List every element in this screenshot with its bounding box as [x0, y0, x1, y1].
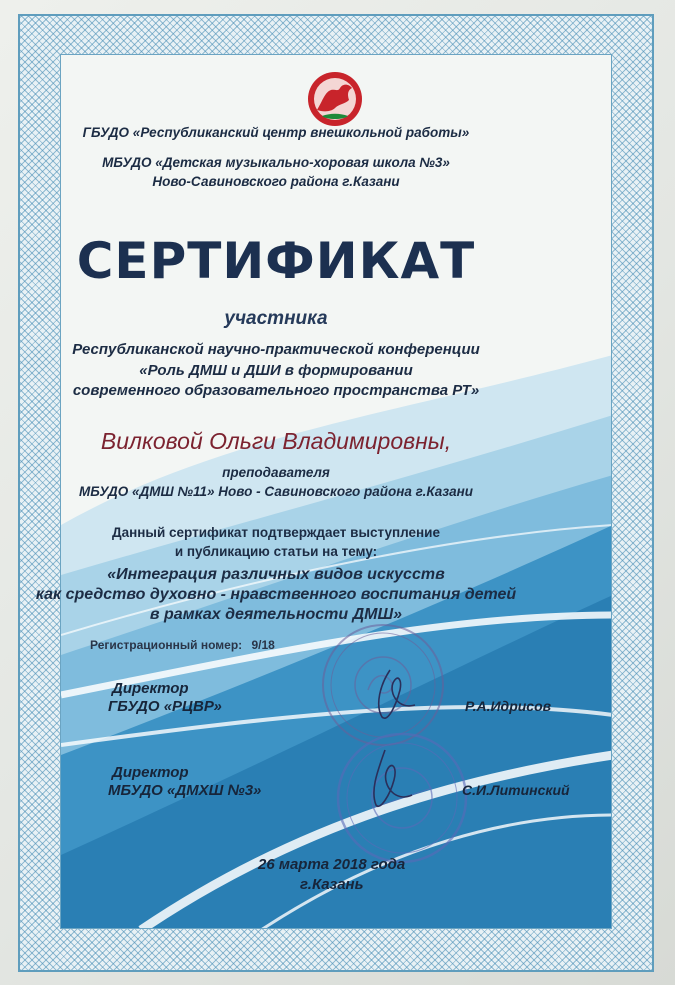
confirm-line-2: и публикацию статьи на тему: — [174, 544, 378, 559]
conference-line-3: современного образовательного пространства РТ» — [72, 382, 480, 399]
registration-line — [90, 638, 275, 652]
confirm-line-1: Данный сертификат подтверждает выступление — [111, 525, 440, 540]
issue-date: 26 марта 2018 года — [258, 856, 406, 873]
signatory-2-title-1: Директор — [112, 764, 189, 781]
recipient-workplace: МБУДО «ДМШ №11» Ново - Савиновского района г.Казани — [78, 484, 474, 499]
signatory-1-name: Р.А.Идрисов — [465, 698, 552, 714]
org-line-2: МБУДО «Детская музыкально-хоровая школа №3» — [102, 155, 450, 170]
theme-line-2: как средство духовно - нравственного воспитания детей — [35, 586, 517, 603]
registration-label: Регистрационный номер: — [90, 638, 243, 652]
registration-number: 9/18 — [251, 638, 275, 652]
issue-city: г.Казань — [300, 876, 364, 893]
conference-line-1: Республиканской научно-практической конференции — [72, 341, 480, 358]
conference-line-2: «Роль ДМШ и ДШИ в формировании — [139, 362, 413, 379]
signatory-2-title-2: МБУДО «ДМХШ №3» — [108, 782, 262, 799]
recipient-name: Вилковой Ольги Владимировны, — [100, 428, 452, 454]
recipient-position: преподавателя — [222, 465, 330, 480]
signature-2-icon — [350, 745, 420, 815]
subtitle: участника — [224, 308, 328, 329]
theme-line-3: в рамках деятельности ДМШ» — [149, 606, 403, 623]
org-line-1: ГБУДО «Республиканский центр внешкольной работы» — [82, 125, 470, 140]
signatory-1-title-1: Директор — [112, 680, 189, 697]
org-line-3: Ново-Савиновского района г.Казани — [152, 174, 400, 189]
tatarstan-emblem-icon — [305, 70, 365, 128]
signatory-2-name: С.И.Литинский — [462, 782, 570, 798]
signatory-1-title-2: ГБУДО «РЦВР» — [108, 698, 222, 715]
signature-1-icon — [360, 665, 420, 725]
certificate-title: СЕРТИФИКАТ — [76, 232, 476, 290]
theme-line-1: «Интеграция различных видов искусств — [107, 566, 445, 583]
